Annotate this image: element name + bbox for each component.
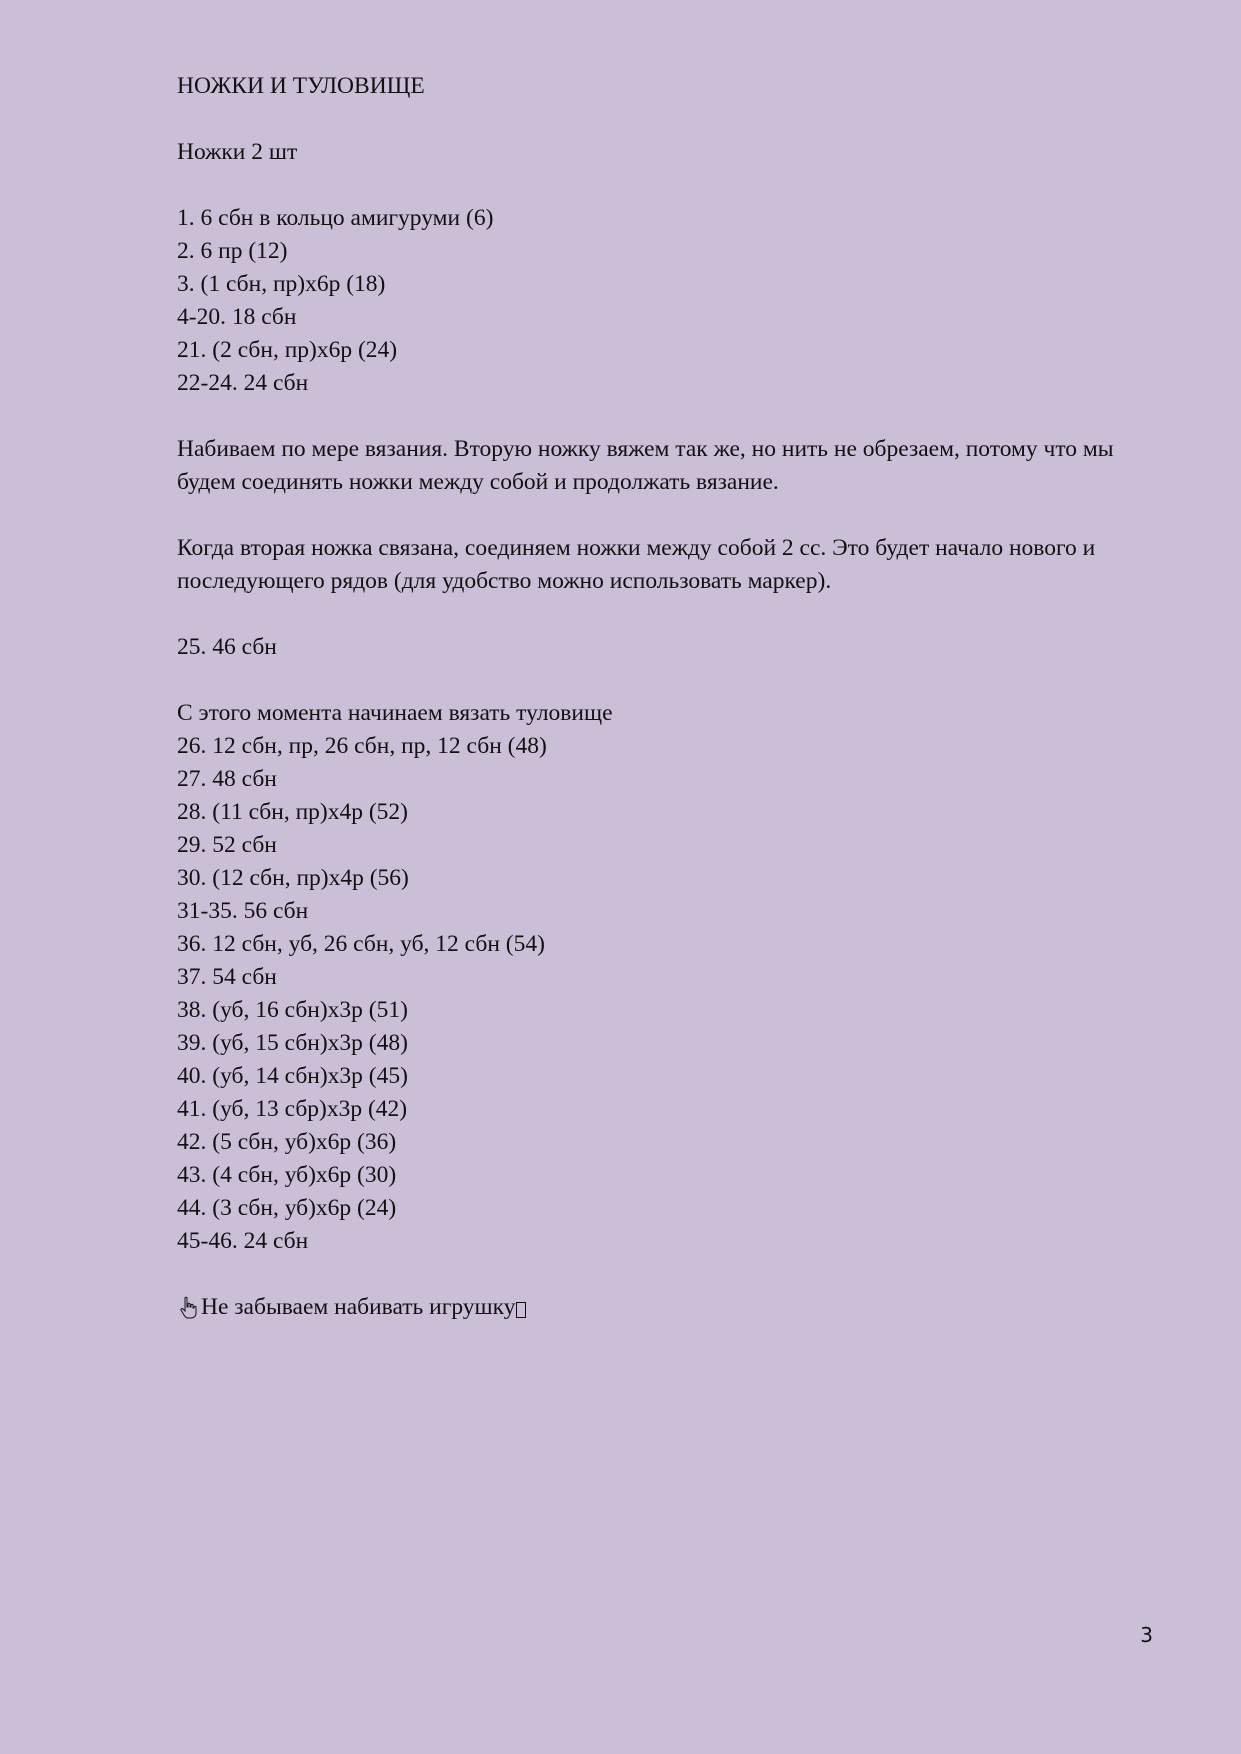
stuffing-reminder [177,1291,1157,1324]
spacer [177,103,1157,136]
body-row: 39. (уб, 15 сбн)х3р (48) [177,1030,408,1056]
document-body [177,70,1157,1324]
body-row: 40. (уб, 14 сбн)х3р (45) [177,1063,408,1089]
spacer [177,400,1157,433]
body-row: 27. 48 сбн [177,766,277,792]
legs-row: 22-24. 24 сбн [177,370,309,396]
body-row: 26. 12 сбн, пр, 26 сбн, пр, 12 сбн (48) [177,733,547,759]
body-row: 41. (уб, 13 сбр)х3р (42) [177,1096,408,1122]
body-row: 29. 52 сбн [177,832,277,858]
missing-glyph-icon [516,1302,526,1318]
spacer [177,1258,1157,1291]
body-intro: С этого момента начинаем вязать туловище [177,700,613,726]
body-row: 28. (11 сбн, пр)х4р (52) [177,799,409,825]
body-row: 37. 54 сбн [177,964,277,990]
body-row: 38. (уб, 16 сбн)х3р (51) [177,997,408,1023]
body-row: 42. (5 сбн, уб)х6р (36) [177,1129,397,1155]
paragraph-joining: Когда вторая ножка связана, соединяем ножки между собой 2 сс. Это будет начало нового и последующего рядов (для удобство можно использовать маркер). [177,535,1096,594]
page-number: 3 [1140,1623,1153,1647]
body-row: 30. (12 сбн, пр)х4р (56) [177,865,409,891]
body-row: 45-46. 24 сбн [177,1228,309,1254]
paragraph-stuffing: Набиваем по мере вязания. Вторую ножку вяжем так же, но нить не обрезаем, потому что мы будем соединять ножки между собой и продолжать вязание. [177,436,1114,495]
legs-row: 21. (2 сбн, пр)х6р (24) [177,337,398,363]
row-25: 25. 46 сбн [177,634,277,660]
reminder-text: Не забываем набивать игрушку [201,1294,516,1320]
body-row: 43. (4 сбн, уб)х6р (30) [177,1162,397,1188]
spacer [177,169,1157,202]
body-row: 44. (3 сбн, уб)х6р (24) [177,1195,397,1221]
pointing-hand-icon [177,1296,199,1320]
spacer [177,598,1157,631]
body-row: 31-35. 56 сбн [177,898,309,924]
spacer [177,499,1157,532]
legs-row: 4-20. 18 сбн [177,304,297,330]
legs-row: 1. 6 сбн в кольцо амигуруми (6) [177,205,494,231]
spacer [177,664,1157,697]
legs-row: 2. 6 пр (12) [177,238,288,264]
subheading: Ножки 2 шт [177,139,298,165]
legs-row: 3. (1 сбн, пр)х6р (18) [177,271,386,297]
body-row: 36. 12 сбн, уб, 26 сбн, уб, 12 сбн (54) [177,931,545,957]
section-heading: НОЖКИ И ТУЛОВИЩЕ [177,73,425,99]
